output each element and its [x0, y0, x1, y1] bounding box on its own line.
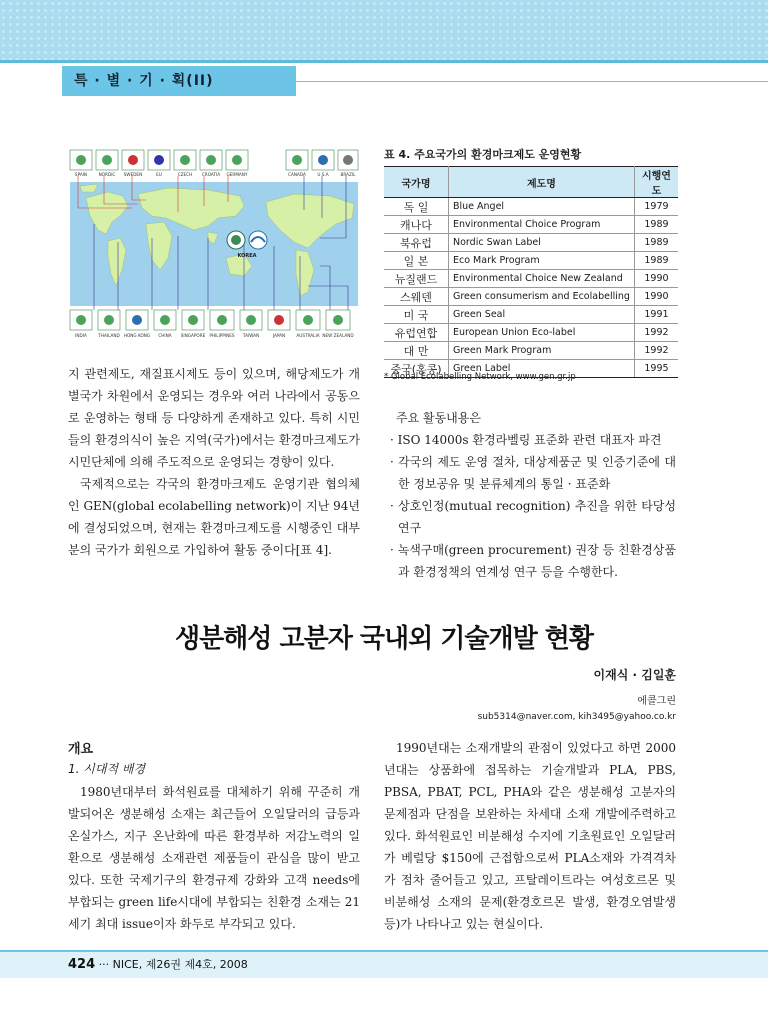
- table-row: [384, 270, 678, 288]
- program-cell: Eco Mark Program: [449, 252, 635, 270]
- article-authors: 이재식 · 김일훈: [593, 668, 676, 682]
- country-cell: 유럽연합: [384, 324, 449, 342]
- country-cell: 미 국: [384, 306, 449, 324]
- country-label: CHINA: [158, 333, 172, 338]
- program-cell: Green Label: [449, 360, 635, 378]
- country-label: U.S.A: [317, 172, 329, 177]
- program-cell: Blue Angel: [449, 198, 635, 216]
- country-label: NORDIC: [98, 172, 116, 177]
- top-divider: [0, 60, 768, 63]
- section-title: 특 · 별 · 기 · 획(II): [74, 73, 214, 89]
- ecolabel-world-map: [68, 146, 360, 342]
- country-cell: 대 만: [384, 342, 449, 360]
- country-cell: 스웨덴: [384, 288, 449, 306]
- program-cell: Green Mark Program: [449, 342, 635, 360]
- table-row: [384, 252, 678, 270]
- year-cell: 1992: [634, 342, 678, 360]
- ecolabel-table: [384, 166, 678, 378]
- country-label: HONG KONG: [123, 333, 151, 338]
- page-number: 424: [68, 957, 96, 972]
- program-cell: Green Seal: [449, 306, 635, 324]
- program-cell: Green consumerism and Ecolabelling: [449, 288, 635, 306]
- table-row: [384, 216, 678, 234]
- page-footer: [68, 956, 248, 972]
- table-header-row: [384, 167, 678, 198]
- country-cell: 독 일: [384, 198, 449, 216]
- country-label: AUSTRALIA: [296, 333, 320, 338]
- country-label: EU: [156, 172, 162, 177]
- table-row: [384, 306, 678, 324]
- year-cell: 1990: [634, 270, 678, 288]
- country-label: SPAIN: [74, 172, 88, 177]
- year-cell: 1991: [634, 306, 678, 324]
- bottom-country-labels: [75, 333, 353, 338]
- country-label: PHILIPPINES: [209, 333, 235, 338]
- year-cell: 1992: [634, 324, 678, 342]
- left-upper-text: [68, 363, 360, 561]
- activity-item: · 녹색구매(green procurement) 권장 등 친환경상품과 환경정책의 연계성 연구 등을 수행한다.: [390, 543, 676, 579]
- country-label: BRAZIL: [340, 172, 356, 177]
- table-row: [384, 198, 678, 216]
- program-cell: European Union Eco-label: [449, 324, 635, 342]
- header-rule: [296, 81, 768, 82]
- section-heading: 개요: [68, 742, 94, 757]
- header-year: 시행연도: [634, 167, 678, 198]
- country-label: SWEDEN: [123, 172, 143, 177]
- subsection-heading: 1. 시대적 배경: [68, 762, 146, 776]
- bottom-ecolabel-logos: [70, 310, 350, 330]
- right-upper-text: [384, 407, 676, 583]
- table-title: 표 4. 주요국가의 환경마크제도 운영현황: [384, 148, 582, 161]
- footer-divider: [0, 950, 768, 952]
- table-row: [384, 288, 678, 306]
- program-cell: Nordic Swan Label: [449, 234, 635, 252]
- country-label: NEW ZEALAND: [322, 333, 354, 338]
- article-right-paragraph: 1990년대는 소재개발의 관점이 있었다고 하면 2000년대는 상품화에 접목하는 기술개발과 PLA, PBS, PBSA, PBAT, PCL, PHA와 같은 생분해성 고분자의 문제점과 단점을 보완하는 차세대 소재 개발에주력하고 있다. 화석원료인 비분해성 수지에 기초원료인 오일달러가 베럴당 $150에 근접함으로써 PLA소재와 가격격차가 점차 줄어들고 있고, 프탈레이트라는 여성호르몬 및 비분해성 소재의 문제(환경호르몬 발생, 환경오염발생 등)가 나타나고 있는 현실이다.: [384, 741, 676, 931]
- header-program: 제도명: [449, 167, 635, 198]
- year-cell: 1990: [634, 288, 678, 306]
- country-label: SINGAPORE: [180, 333, 206, 338]
- program-cell: Environmental Choice New Zealand: [449, 270, 635, 288]
- program-cell: Environmental Choice Program: [449, 216, 635, 234]
- country-cell: 중국(홍콩): [384, 360, 449, 378]
- activity-item: · 각국의 제도 운영 절차, 대상제품군 및 인증기준에 대한 정보공유 및 분류체계의 통일 · 표준화: [390, 455, 676, 491]
- year-cell: 1989: [634, 252, 678, 270]
- table-row: [384, 342, 678, 360]
- table-row: [384, 324, 678, 342]
- journal-citation: ··· NICE, 제26권 제4호, 2008: [98, 958, 248, 971]
- table-row: [384, 234, 678, 252]
- year-cell: 1979: [634, 198, 678, 216]
- country-label: TAIWAN: [242, 333, 260, 338]
- year-cell: 1989: [634, 234, 678, 252]
- left-paragraph-2: 국제적으로는 각국의 환경마크제도 운영기관 협의체인 GEN(global ecolabelling network)이 지난 94년에 결성되었으며, 현재는 환경마크제도를 시행중인 대부분의 국가가 회원으로 가입하여 활동 중이다[표 4].: [68, 477, 360, 557]
- country-label: GERMANY: [226, 172, 248, 177]
- country-label: INDIA: [75, 333, 87, 338]
- country-label: CZECH: [177, 172, 193, 177]
- header-country: 국가명: [384, 167, 449, 198]
- activities-intro: 주요 활동내용은: [396, 411, 481, 425]
- korea-label: KOREA: [237, 253, 257, 259]
- author-affiliation: 에콜그린: [637, 696, 676, 707]
- year-cell: 1995: [634, 360, 678, 378]
- top-decorative-band: [0, 0, 768, 60]
- author-emails: sub5314@naver.com, kih3495@yahoo.co.kr: [477, 712, 676, 722]
- activity-item: · ISO 14000s 환경라벨링 표준화 관련 대표자 파견: [390, 433, 662, 447]
- country-cell: 일 본: [384, 252, 449, 270]
- article-title: 생분해성 고분자 국내외 기술개발 현황: [174, 624, 594, 654]
- country-label: CANADA: [288, 172, 306, 177]
- article-left-paragraph: 1980년대부터 화석원료를 대체하기 위해 꾸준히 개발되어온 생분해성 소재는 최근들어 오일달러의 급등과 온실가스, 지구 온난화에 따른 환경부하 저감노력의 일환으로 생분해성 소재관련 제품들이 관심을 많이 받고 있다. 또한 국제기구의 환경규제 강화와 고객 needs에 부합되는 green life시대에 부합되는 친환경 소재는 21세기 최대 issue이자 화두로 부각되고 있다.: [68, 785, 360, 931]
- country-cell: 캐나다: [384, 216, 449, 234]
- country-label: JAPAN: [272, 333, 286, 338]
- country-cell: 북유럽: [384, 234, 449, 252]
- country-cell: 뉴질랜드: [384, 270, 449, 288]
- year-cell: 1989: [634, 216, 678, 234]
- table-footnote: * Global Ecolabelling Network, www.gen.gr.jp: [384, 372, 576, 382]
- left-paragraph-1: 지 관련제도, 재질표시제도 등이 있으며, 해당제도가 개별국가 차원에서 운영되는 경우와 여러 나라에서 공동으로 운영하는 형태 등 다양하게 존재하고 있다. 특히 시민들의 환경의식이 높은 지역(국가)에서는 환경마크제도가 시민단체에 의해 주도적으로 운영되는 경향이 있다.: [68, 367, 360, 469]
- country-label: CROATIA: [201, 172, 221, 177]
- activity-item: · 상호인정(mutual recognition) 추진을 위한 타당성 연구: [390, 499, 676, 535]
- country-label: THAILAND: [98, 333, 120, 338]
- top-ecolabel-logos: [70, 150, 358, 170]
